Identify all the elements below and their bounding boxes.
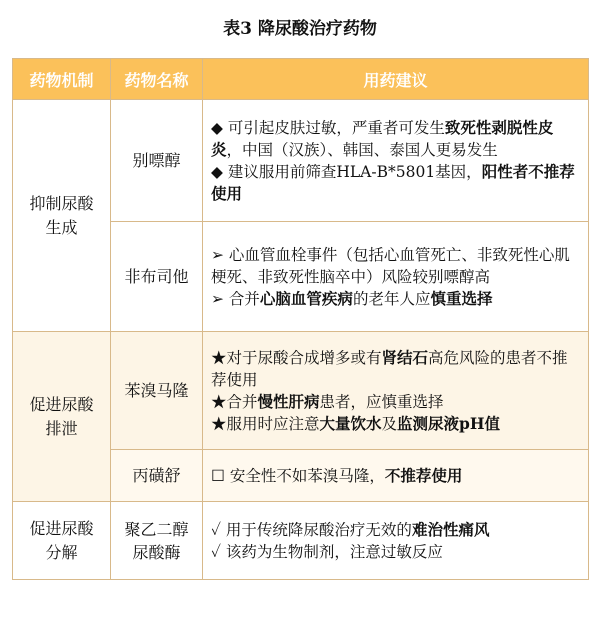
- advice-item: [211, 288, 582, 310]
- advice-emphasis: 心脑血管疾病: [259, 288, 353, 308]
- advice-item: [211, 413, 582, 435]
- advice-text: ☐ 安全性不如苯溴马隆，: [211, 466, 385, 485]
- header-advice: 用药建议: [203, 59, 589, 100]
- drug-name: 苯溴马隆: [124, 381, 189, 400]
- advice-text: 患者，应慎重选择: [319, 392, 444, 411]
- header-row: [13, 59, 589, 100]
- advice-item: [211, 465, 582, 487]
- advice-text: ◆ 可引起皮肤过敏，严重者可发生: [211, 118, 445, 137]
- advice-emphasis: 慎重选择: [430, 288, 493, 308]
- advice-item: [211, 541, 582, 563]
- table-row: [13, 100, 589, 222]
- advice-text: ✓ 该药为生物制剂，注意过敏反应: [211, 542, 443, 561]
- advice-emphasis: 大量饮水: [319, 413, 382, 433]
- advice-emphasis: 监测尿液pH值: [397, 413, 501, 433]
- drug-name-cell: [111, 222, 203, 332]
- mechanism-text: 排泄: [45, 418, 78, 438]
- header-drug-name: 药物名称: [111, 59, 203, 100]
- header-mechanism: 药物机制: [13, 59, 111, 100]
- mechanism-text: 分解: [45, 542, 78, 562]
- mechanism-cell: [13, 502, 111, 580]
- drug-name: 聚乙二醇: [124, 519, 189, 539]
- mechanism-text: 生成: [45, 217, 78, 237]
- advice-item: [211, 347, 582, 391]
- advice-item: [211, 117, 582, 161]
- drug-name: 非布司他: [124, 267, 189, 286]
- table-row: [13, 502, 589, 580]
- drug-name: 尿酸酶: [132, 542, 181, 562]
- table-title: 表3 降尿酸治疗药物: [223, 19, 377, 39]
- advice-text: 的老年人应: [352, 289, 431, 308]
- advice-cell: [203, 100, 589, 222]
- drug-name-cell: [111, 100, 203, 222]
- advice-text: ，中国（汉族）、韩国、泰国人更易发生: [226, 140, 498, 159]
- advice-text: ◆ 建议服用前筛查HLA-B*5801基因，: [211, 162, 482, 181]
- advice-item: [211, 391, 582, 413]
- advice-text: 高危风险的患者不推荐使用: [211, 348, 568, 389]
- table-body: [13, 100, 589, 580]
- advice-emphasis: 肾结石: [381, 347, 429, 367]
- advice-emphasis: 阳性者不推荐使用: [211, 161, 575, 203]
- advice-text: ★服用时应注意: [211, 414, 320, 433]
- advice-cell: [203, 222, 589, 332]
- advice-text: ➢ 心血管血栓事件（包括心血管死亡、非致死性心肌梗死、非致死性脑卒中）风险较别嘌醇高: [211, 245, 570, 286]
- advice-text: ✓ 用于传统降尿酸治疗无效的: [211, 520, 412, 539]
- drug-name: 别嘌醇: [132, 151, 181, 170]
- drug-name: 丙磺舒: [132, 466, 181, 485]
- mechanism-text: 抑制尿酸: [29, 193, 94, 213]
- advice-emphasis: 慢性肝病: [257, 391, 320, 411]
- mechanism-text: 促进尿酸: [29, 394, 94, 414]
- advice-item: [211, 244, 582, 288]
- advice-cell: [203, 450, 589, 502]
- advice-text: 及: [381, 414, 398, 433]
- advice-cell: [203, 332, 589, 450]
- mechanism-cell: [13, 332, 111, 502]
- table-row: [13, 332, 589, 450]
- advice-text: ★合并: [211, 392, 258, 411]
- mechanism-cell: [13, 100, 111, 332]
- advice-item: [211, 161, 582, 205]
- advice-emphasis: 不推荐使用: [384, 465, 463, 485]
- advice-text: ➢ 合并: [211, 289, 260, 308]
- advice-item: [211, 519, 582, 541]
- mechanism-text: 促进尿酸: [29, 518, 94, 538]
- advice-emphasis: 难治性痛风: [411, 519, 490, 539]
- drug-name-cell: [111, 332, 203, 450]
- drug-name-cell: [111, 450, 203, 502]
- advice-emphasis: 致死性剥脱性皮炎: [211, 117, 554, 159]
- drug-name-cell: [111, 502, 203, 580]
- advice-cell: [203, 502, 589, 580]
- advice-text: ★对于尿酸合成增多或有: [211, 348, 382, 367]
- drug-table: [12, 58, 589, 580]
